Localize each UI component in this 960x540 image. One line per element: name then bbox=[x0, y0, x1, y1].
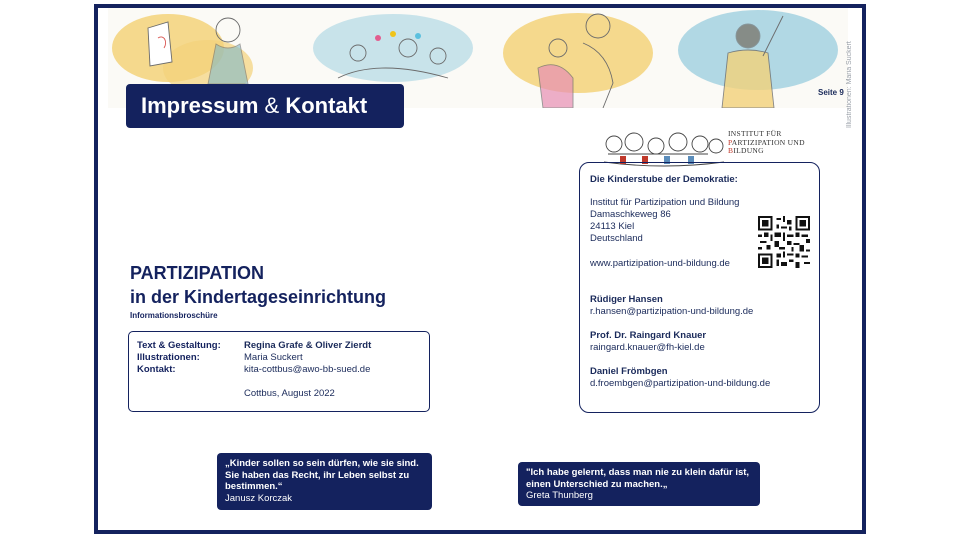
quote-author: Janusz Korczak bbox=[225, 492, 293, 504]
address-line: 24113 Kiel bbox=[590, 221, 635, 232]
quote-thunberg bbox=[518, 462, 760, 506]
imprint-label-illustrations: Illustrationen: bbox=[137, 352, 200, 363]
imprint-value-text: Regina Grafe & Oliver Zierdt bbox=[244, 340, 372, 351]
person-name: Rüdiger Hansen bbox=[590, 294, 663, 305]
imprint-label-text: Text & Gestaltung: bbox=[137, 340, 221, 351]
contact-heading: Die Kinderstube der Demokratie: bbox=[590, 174, 738, 185]
imprint-value-contact[interactable]: kita-cottbus@awo-bb-sued.de bbox=[244, 364, 371, 375]
person-email[interactable]: d.froembgen@partizipation-und-bildung.de bbox=[590, 378, 771, 389]
person-email[interactable]: raingard.knauer@fh-kiel.de bbox=[590, 342, 705, 353]
banner-blob-3 bbox=[313, 14, 473, 82]
quote-text: "Ich habe gelernt, dass man nie zu klein dafür ist, einen Unterschied zu machen.„ bbox=[526, 467, 750, 490]
institute-line-3: BILDUNG bbox=[728, 146, 764, 155]
title-right: Kontakt bbox=[285, 93, 368, 118]
website-link[interactable]: www.partizipation-und-bildung.de bbox=[590, 258, 730, 269]
imprint-value-illustrations: Maria Suckert bbox=[244, 352, 303, 363]
banner-blob-4 bbox=[503, 13, 653, 93]
person-name: Prof. Dr. Raingard Knauer bbox=[590, 330, 707, 341]
title-ampersand: & bbox=[264, 93, 280, 118]
qr-code bbox=[758, 216, 810, 268]
quote-text: „Kinder sollen so sein dürfen, wie sie sind. Sie haben das Recht, ihr Leben selbst zu bestimmen.“ bbox=[225, 458, 419, 492]
illustration-credit: Illustrationen: Maria Suckert bbox=[846, 41, 853, 128]
page-number: Seite 9 bbox=[818, 88, 844, 97]
imprint-label-contact: Kontakt: bbox=[137, 364, 176, 375]
person-name: Daniel Frömbgen bbox=[590, 366, 668, 377]
publication-title: PARTIZIPATION bbox=[130, 263, 264, 283]
address-line: Damaschkeweg 86 bbox=[590, 209, 671, 220]
institute-line-1: INSTITUT FÜR bbox=[728, 129, 782, 138]
address-line: Deutschland bbox=[590, 233, 643, 244]
person-email[interactable]: r.hansen@partizipation-und-bildung.de bbox=[590, 306, 754, 317]
quote-author: Greta Thunberg bbox=[526, 490, 593, 501]
publication-title-line-2: in der Kindertageseinrichtung bbox=[130, 287, 387, 307]
imprint-place-date: Cottbus, August 2022 bbox=[244, 388, 335, 399]
title-left: Impressum bbox=[141, 93, 259, 118]
institute-logo-text bbox=[728, 130, 805, 156]
page-title bbox=[126, 84, 404, 128]
address-line: Institut für Partizipation und Bildung bbox=[590, 197, 740, 208]
publication-subtitle: Informationsbroschüre bbox=[130, 311, 218, 320]
quote-korczak bbox=[217, 453, 432, 510]
institute-line-2: PARTIZIPATION UND bbox=[728, 137, 805, 147]
